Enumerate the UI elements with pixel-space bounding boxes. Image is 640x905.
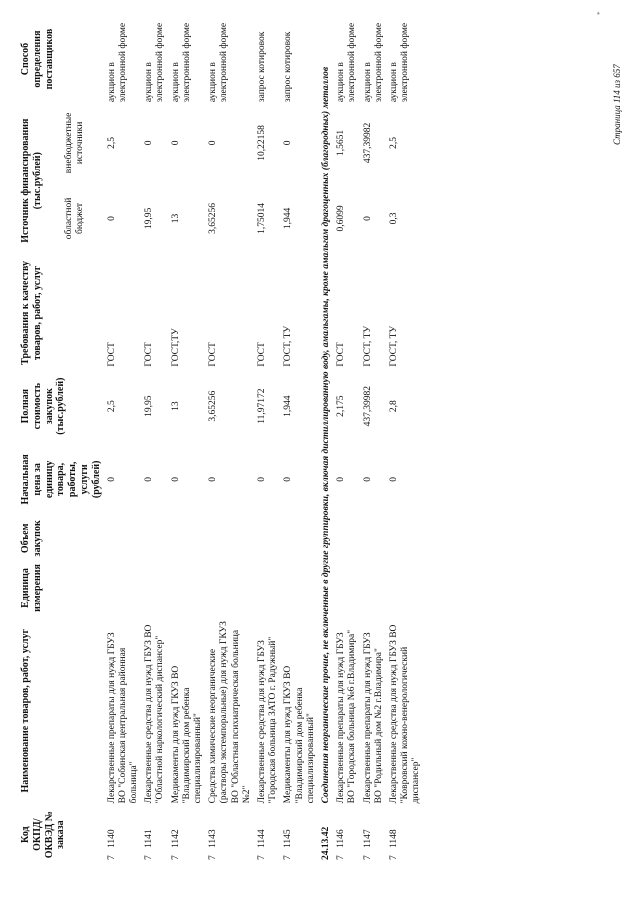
row-unit [255, 561, 281, 615]
section-row [319, 13, 334, 863]
row-name: Медикаменты для нужд ГКУЗ ВО "Владимирский дом ребенка специализированный" [283, 665, 316, 804]
row-total: 2,8 [389, 400, 400, 413]
row-code-prefix: 7 [389, 855, 400, 860]
row-volume [334, 516, 360, 561]
corner-mark: * [596, 11, 604, 15]
row-funding-extra: 1,5651 [336, 129, 347, 156]
row-volume [281, 516, 319, 561]
row-name: Лекарственные препараты для нужд ГБУЗ ВО "Городская больница №6 г.Владимира" [336, 629, 358, 804]
row-name: Лекарственные средства для нужд ГБУЗ "Городская больница ЗАТО г. Радужный" [257, 636, 279, 804]
row-code-number: 1143 [208, 829, 219, 848]
row-method: запрос котировок [257, 31, 268, 103]
section-body [319, 13, 334, 863]
row-funding-regional: 19,95 [144, 207, 155, 230]
row-method: аукцион в электронной форме [144, 22, 166, 103]
row-code [334, 806, 360, 863]
row-code-prefix: 7 [106, 855, 117, 860]
header-funding: Источник финансирования (тыс.рублей) [20, 118, 43, 243]
row-unit [169, 561, 207, 615]
row-code-number: 1141 [144, 829, 155, 848]
row-price: 0 [336, 476, 347, 482]
row-code-prefix: 7 [257, 855, 268, 860]
row-method: аукцион в электронной форме [389, 22, 411, 103]
row-volume [255, 516, 281, 561]
row-total: 13 [170, 401, 181, 411]
row-code-prefix: 7 [144, 855, 155, 860]
row-funding-regional: 3,65256 [208, 203, 219, 234]
row-requirements: ГОСТ [208, 342, 219, 367]
row-funding-extra: 2,5 [389, 136, 400, 149]
row-requirements: ГОСТ [336, 342, 347, 367]
row-code-number: 1142 [170, 829, 181, 848]
row-code-number: 1148 [389, 829, 400, 848]
row-requirements: ГОСТ, ТУ [283, 325, 294, 367]
row-unit [281, 561, 319, 615]
row-funding-regional: 1,75014 [257, 203, 268, 234]
row-method: аукцион в электронной форме [170, 22, 192, 103]
row-requirements: ГОСТ, ТУ [362, 325, 373, 367]
row-requirements: ГОСТ, ТУ [389, 325, 400, 367]
row-name: Средства химические неорганические (растворы экстемпоральные) для нужд ГКУЗ ВО "Областная психиатрическая больница №2" [208, 621, 252, 804]
row-name: Медикаменты для нужд ГКУЗ ВО "Владимирский дом ребенка специализированный" [170, 665, 203, 804]
header-requirements: Требования к качеству товаров, работ, услуг [20, 260, 43, 365]
row-unit [206, 561, 255, 615]
header-funding-extra: внебюджетные источники [63, 112, 86, 174]
row-code [206, 806, 255, 863]
row-code-number: 1147 [362, 829, 373, 848]
table-row [206, 13, 255, 863]
row-funding-regional: 0 [106, 216, 117, 221]
row-code [281, 806, 319, 863]
row-funding-regional: 0,6099 [336, 205, 347, 232]
header-row [18, 13, 64, 863]
row-code-number: 1145 [283, 829, 294, 848]
row-price: 0 [283, 476, 294, 482]
header-volume: Объем закупок [20, 520, 43, 557]
row-volume [142, 516, 168, 561]
header-code: Код ОКПД/ ОКВЭД № заказа [20, 811, 67, 859]
row-code [361, 806, 387, 863]
row-method: аукцион в электронной форме [208, 22, 230, 103]
row-price: 0 [106, 476, 117, 482]
header-total: Полная стоимость закупок (тыс.рублей) [20, 377, 67, 435]
row-code [105, 806, 143, 863]
row-price: 0 [208, 476, 219, 482]
row-unit [142, 561, 168, 615]
row-total: 19,95 [144, 395, 155, 417]
header-method: Способ определения поставщиков [20, 28, 55, 90]
table-row [142, 13, 168, 863]
table-row [334, 13, 360, 863]
row-price: 0 [362, 476, 373, 482]
row-total: 3,65256 [208, 390, 219, 422]
procurement-table [18, 13, 425, 863]
row-total: 2,5 [106, 400, 117, 413]
table-row [387, 13, 425, 863]
row-funding-extra: 0 [208, 140, 219, 146]
section-title: Соединения неорганические прочие, не включенные в другие группировки, включая дистиллированную воду, амальгамы, кроме амальгам драгоценных (благородных) металлов [321, 66, 332, 804]
row-price: 0 [144, 476, 155, 482]
row-code-number: 1144 [257, 829, 268, 848]
row-funding-regional: 13 [170, 213, 181, 224]
row-requirements: ГОСТ [144, 342, 155, 367]
row-funding-extra: 437,39982 [362, 122, 373, 164]
row-code [142, 806, 168, 863]
header-name: Наименование товаров, работ, услуг [20, 628, 31, 793]
header-price: Начальная цена за единицу товара, работы, услуги (рублей) [20, 454, 102, 505]
row-code-prefix: 7 [362, 855, 373, 860]
row-code-prefix: 7 [170, 855, 181, 860]
table-row [169, 13, 207, 863]
row-funding-extra: 0 [170, 140, 181, 146]
row-requirements: ГОСТ [106, 342, 117, 367]
row-funding-regional: 0,3 [389, 212, 400, 225]
row-code-prefix: 7 [336, 855, 347, 860]
row-code [387, 806, 425, 863]
row-funding-regional: 1,944 [283, 207, 294, 230]
table-body-a [105, 13, 319, 863]
page-number: Страница 114 из 657 [612, 64, 622, 145]
row-requirements: ГОСТ [257, 342, 268, 367]
row-price: 0 [170, 476, 181, 482]
row-unit [105, 561, 143, 615]
row-volume [169, 516, 207, 561]
row-name: Лекарственные препараты для нужд ГБУЗ ВО "Родильный дом №2 г.Владимира" [362, 632, 384, 804]
row-funding-extra: 0 [144, 140, 155, 146]
row-method: аукцион в электронной форме [106, 22, 128, 103]
table-row [105, 13, 143, 863]
row-method: аукцион в электронной форме [362, 22, 384, 103]
table-row [281, 13, 319, 863]
row-funding-extra: 0 [283, 140, 294, 146]
row-method: аукцион в электронной форме [336, 22, 358, 103]
row-code-prefix: 7 [283, 855, 294, 860]
row-volume [361, 516, 387, 561]
row-code [169, 806, 207, 863]
row-unit [387, 561, 425, 615]
row-name: Лекарственные средства для нужд ГБУЗ ВО "Областной наркологический диспансер" [144, 624, 166, 804]
section-code: 24.13.42 [321, 826, 332, 860]
row-name: Лекарственные препараты для нужд ГБУЗ ВО "Собинская центральная районная больница" [106, 632, 139, 804]
table-row [361, 13, 387, 863]
row-requirements: ГОСТ,ТУ [170, 328, 181, 367]
table-body-b [334, 13, 424, 863]
row-funding-regional: 0 [362, 216, 373, 221]
row-total: 437,39982 [362, 385, 373, 427]
row-total: 2,175 [336, 395, 347, 417]
row-method: запрос котировок [283, 31, 294, 103]
row-code-prefix: 7 [208, 855, 219, 860]
row-name: Лекарственные средства для нужд ГБУЗ ВО "Ковровский кожно-венерологический диспансер" [389, 624, 422, 804]
row-funding-extra: 10,22158 [257, 125, 268, 161]
row-code-number: 1140 [106, 829, 117, 848]
row-price: 0 [389, 476, 400, 482]
header-funding-regional: областной бюджет [63, 197, 86, 240]
table-row [255, 13, 281, 863]
row-unit [334, 561, 360, 615]
row-volume [206, 516, 255, 561]
row-price: 0 [257, 476, 268, 482]
row-funding-extra: 2,5 [106, 136, 117, 149]
row-total: 11,97172 [257, 388, 268, 424]
row-volume [387, 516, 425, 561]
row-unit [361, 561, 387, 615]
row-code [255, 806, 281, 863]
row-code-number: 1146 [336, 829, 347, 848]
row-total: 1,944 [283, 395, 294, 417]
row-volume [105, 516, 143, 561]
header-unit: Единица измерения [20, 564, 43, 612]
